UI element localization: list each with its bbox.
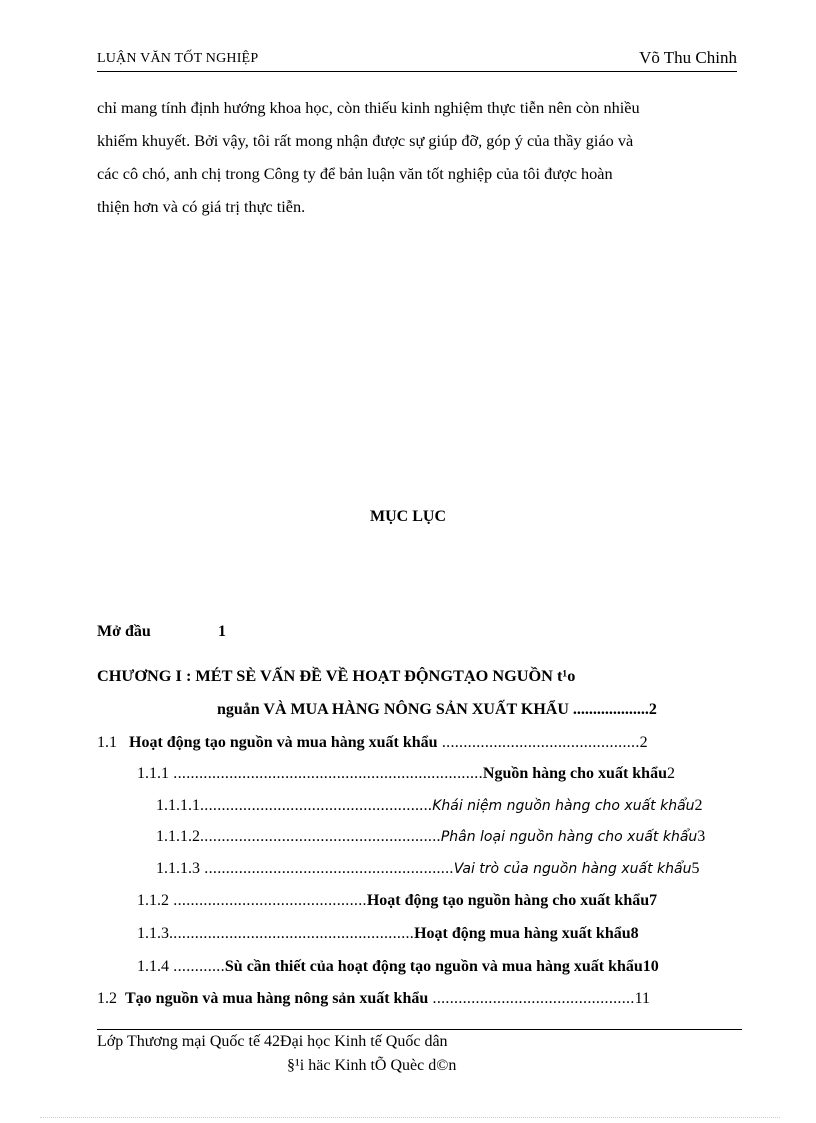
intro-paragraph [97, 91, 739, 223]
toc-entry-number: 1.1.1 [137, 765, 169, 782]
toc-entry-1-1-1 [137, 764, 675, 784]
toc-entry-number: 1.1 [97, 734, 117, 751]
toc-entry-page: 3 [697, 828, 706, 845]
toc-entry-page: 11 [634, 990, 651, 1007]
footer-divider [97, 1029, 742, 1030]
toc-entry-chapter-1-cont [217, 700, 657, 720]
toc-entry-1-1-2 [137, 891, 657, 911]
toc-entry-title: Nguồn hàng cho xuất khẩu [482, 765, 667, 782]
toc-entry-1-1-1-1 [156, 796, 703, 816]
toc-entry-page: 10 [642, 958, 659, 975]
toc-entry-page: 2 [694, 797, 703, 814]
intro-line: các cô chó, anh chị trong Công ty để bản luận văn tốt nghiệp của tôi được hoàn [97, 164, 613, 183]
toc-entry-mo-dau [97, 622, 151, 642]
toc-entry-title: Hoạt động tạo nguồn hàng cho xuất khẩu [366, 892, 650, 909]
intro-line: chỉ mang tính định hướng khoa học, còn thiếu kinh nghiệm thực tiễn nên còn nhiều [97, 98, 640, 117]
header-title: LUẬN VĂN TỐT NGHIỆP [97, 51, 259, 66]
toc-entry-title: Tạo nguồn và mua hàng nông sản xuất khẩu [125, 990, 429, 1007]
toc-title: MỤC LỤC [370, 508, 446, 525]
toc-entry-page: 7 [649, 892, 658, 909]
toc-leader: ........................................................................ [169, 765, 483, 782]
toc-entry-number: 1.2 [97, 990, 117, 1007]
page-edge-divider [40, 1117, 780, 1118]
footer-text: Lớp Thương mại Quốc tế 42Đại học Kinh tế Quốc dân [97, 1033, 448, 1050]
toc-entry-title: Hoạt động mua hàng xuất khẩu [414, 925, 631, 942]
toc-entry-1-1-1-2 [156, 827, 705, 847]
toc-entry-1-1-4 [137, 957, 659, 977]
toc-leader: ............ [169, 958, 225, 975]
toc-entry-1-1-3 [137, 924, 639, 944]
page-header [97, 47, 737, 72]
toc-leader: .......................................................... [200, 860, 454, 877]
toc-leader: ................... [568, 701, 649, 718]
toc-entry-number: 1.1.4 [137, 958, 169, 975]
toc-leader: ...................................................... [200, 797, 433, 814]
toc-entry-1-1 [97, 733, 648, 753]
toc-entry-title: Sù cần thiết của hoạt động tạo nguồn và mua hàng xuất khẩu [224, 958, 643, 975]
toc-entry-number: 1.1.1.1 [156, 797, 200, 814]
toc-entry-page: 2 [666, 765, 675, 782]
intro-line: khiếm khuyết. Bởi vậy, tôi rất mong nhận được sự giúp đỡ, góp ý của thầy giáo và [97, 131, 634, 150]
toc-entry-page: 8 [630, 925, 639, 942]
toc-entry-page: 2 [639, 734, 648, 751]
intro-line: thiện hơn và có giá trị thực tiễn. [97, 197, 306, 216]
toc-entry-label: Mở đầu [97, 623, 151, 640]
toc-leader: ............................................. [169, 892, 367, 909]
toc-leader: .............................................. [437, 734, 640, 751]
toc-entry-chapter-1: CHƯƠNG I : MÉT SÈ VẤN ĐỀ VỀ HOẠT ĐỘNGTẠO NGUỒN t¹o [97, 666, 576, 685]
toc-entry-page: 2 [648, 701, 657, 718]
toc-entry-title: Phân loại nguồn hàng cho xuất khẩu [440, 829, 698, 845]
toc-entry-title: Vai trò của nguồn hàng xuất khẩu [453, 861, 692, 877]
header-author: Võ Thu Chinh [639, 48, 737, 67]
toc-entry-title: Hoạt động tạo nguồn và mua hàng xuất khẩu [129, 734, 438, 751]
toc-entry-page: 1 [218, 623, 226, 640]
toc-entry-number: 1.1.1.2 [156, 828, 200, 845]
toc-entry-number: 1.1.1.3 [156, 860, 200, 877]
footer-text-legacy-encoding: §¹i häc Kinh tÕ Quèc d©n [287, 1057, 457, 1074]
toc-entry-1-2 [97, 989, 650, 1009]
toc-leader: ............................................... [428, 990, 635, 1007]
toc-entry-page: 5 [691, 860, 700, 877]
toc-entry-number: 1.1.3 [137, 925, 169, 942]
toc-entry-number: 1.1.2 [137, 892, 169, 909]
toc-entry-title: nguån VÀ MUA HÀNG NÔNG SẢN XUẤT KHẨU [217, 701, 569, 718]
toc-entry-1-1-1-3 [156, 859, 699, 879]
toc-entry-title: Khái niệm nguồn hàng cho xuất khẩu [432, 798, 695, 814]
toc-leader: ......................................................... [169, 925, 415, 942]
toc-leader: ........................................................ [200, 828, 441, 845]
